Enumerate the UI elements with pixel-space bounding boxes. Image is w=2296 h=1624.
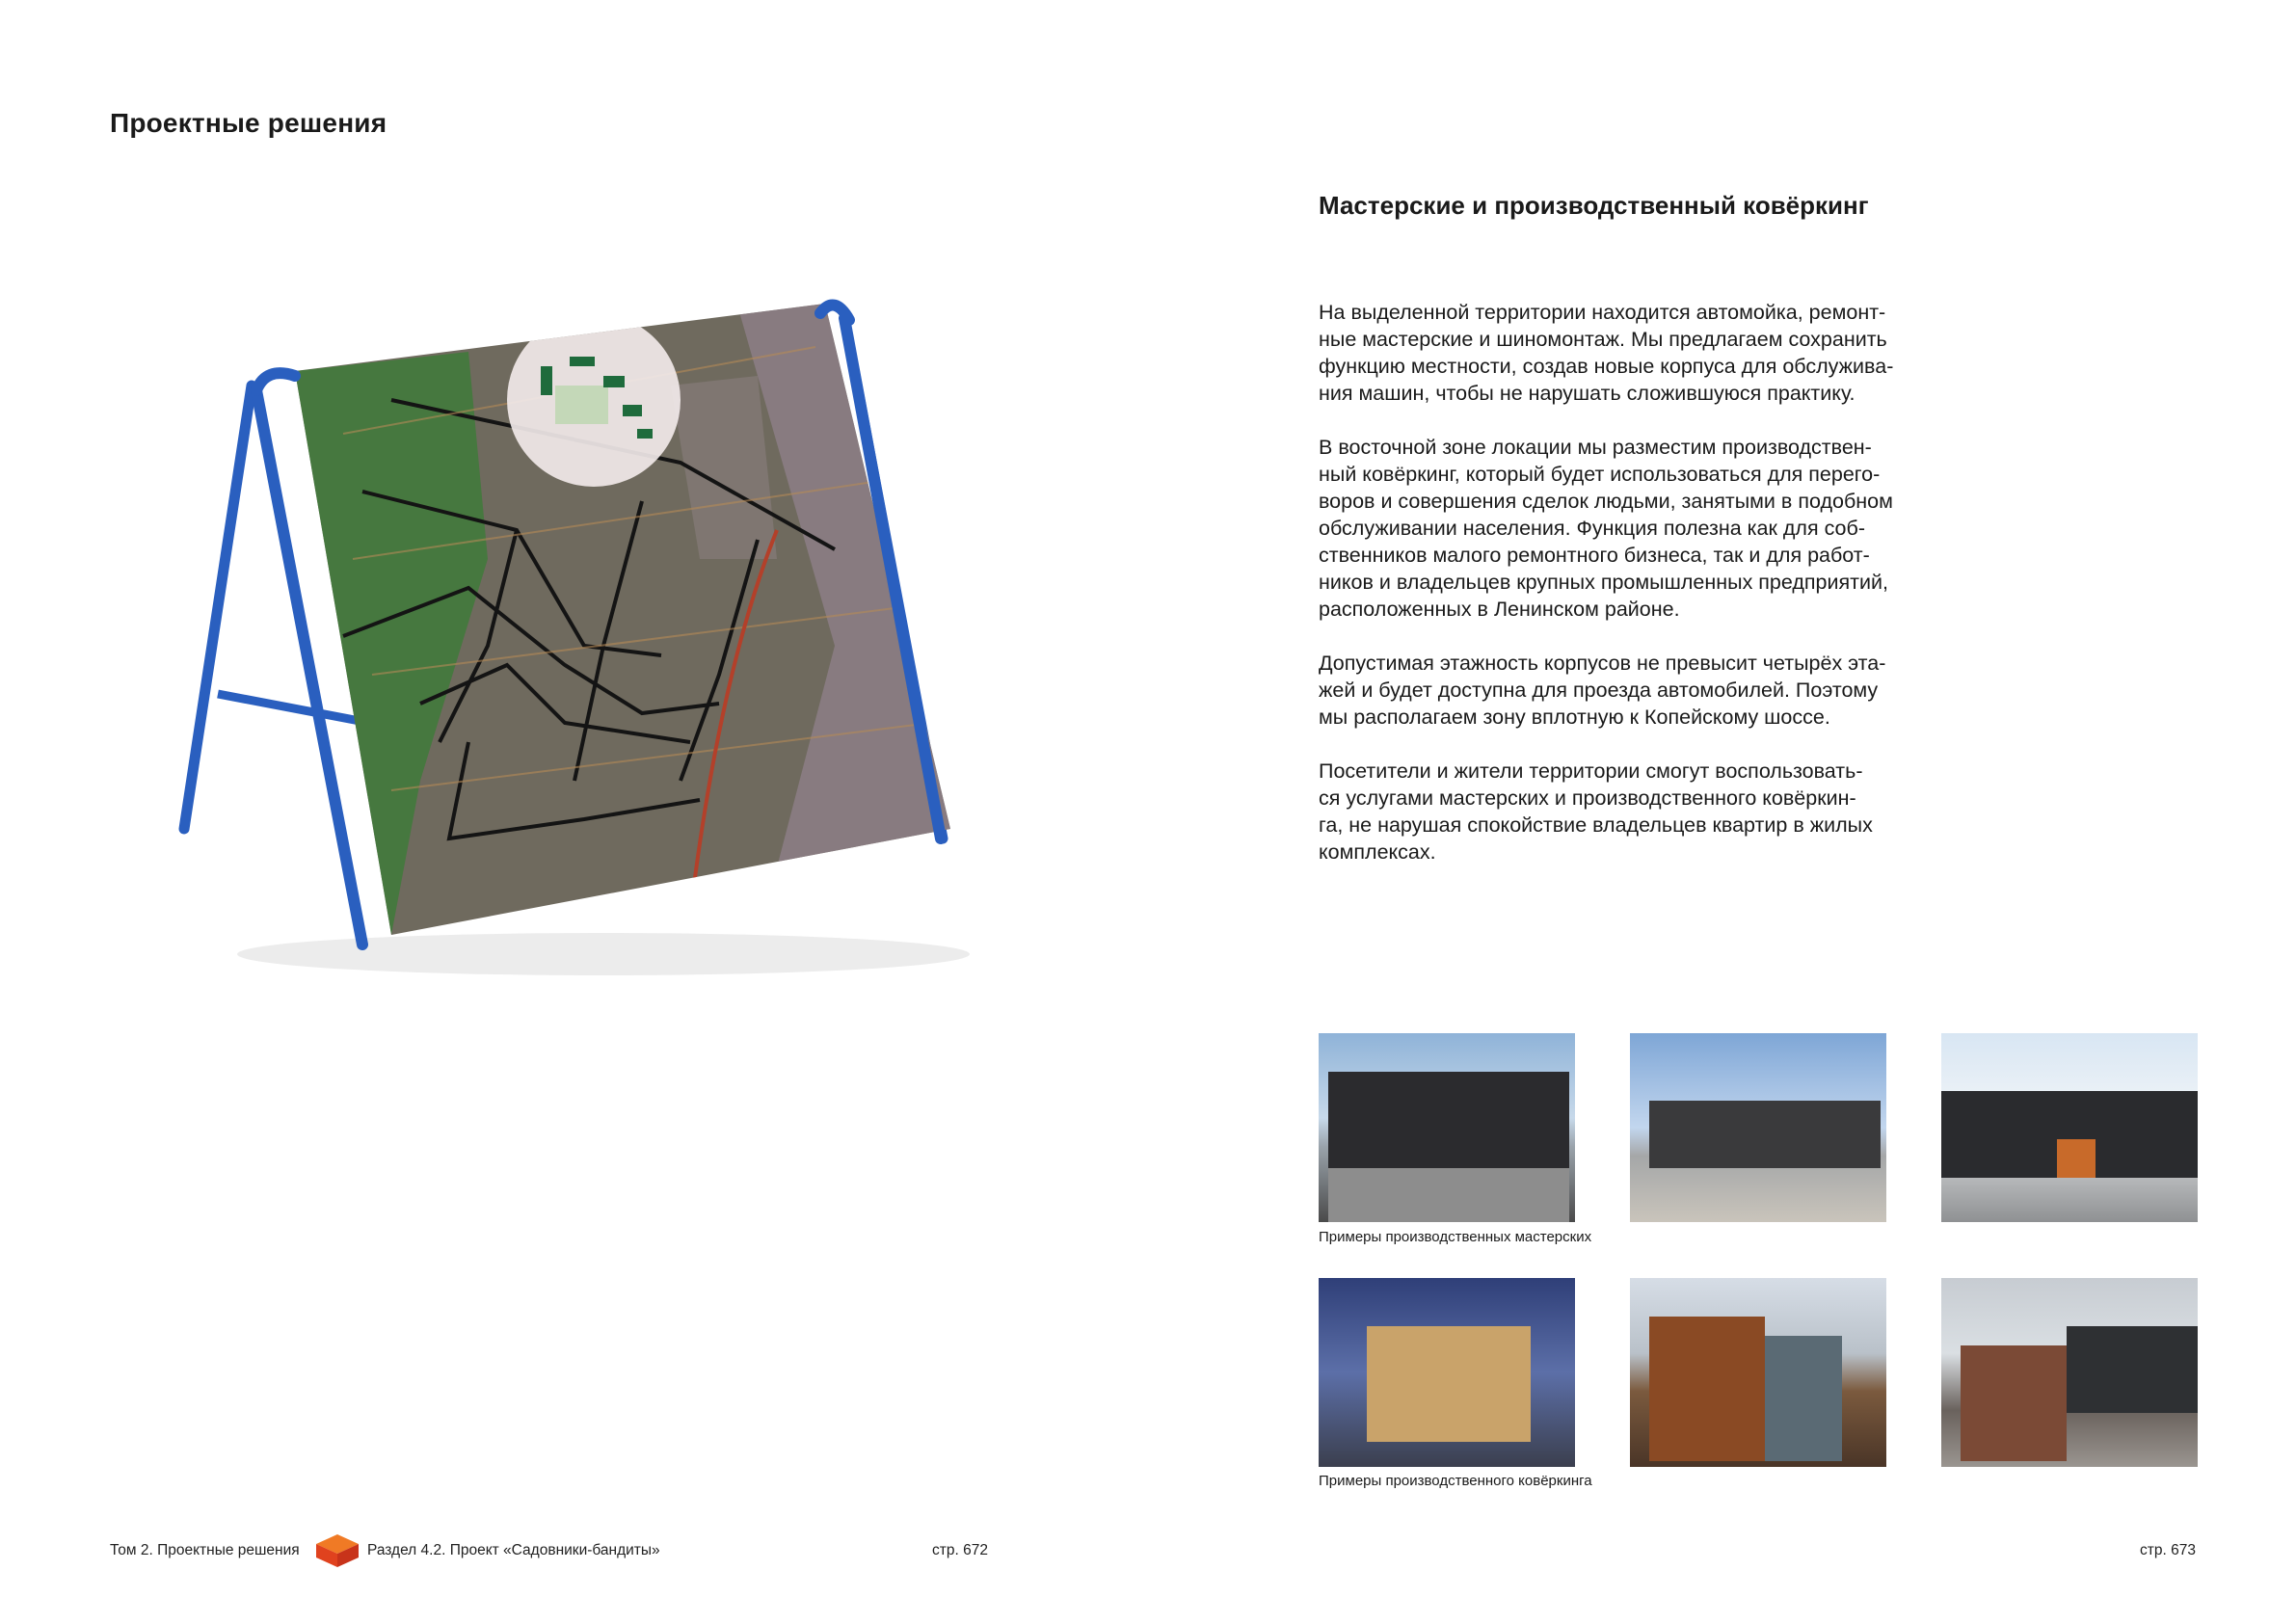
caption-coworking: Примеры производственного ковёркинга <box>1319 1473 1592 1489</box>
billboard-map-illustration <box>102 241 989 1012</box>
footer-section: Раздел 4.2. Проект «Садовники-бандиты» <box>367 1542 660 1558</box>
page-number-right: стр. 673 <box>2140 1542 2196 1558</box>
coworking-photo-1 <box>1319 1278 1575 1467</box>
page-number-left: стр. 672 <box>932 1542 988 1558</box>
coworking-photo-3 <box>1941 1278 2198 1467</box>
workshop-photo-1 <box>1319 1033 1575 1222</box>
publisher-logo <box>316 1534 359 1567</box>
paragraph-3: Допустимая этажность корпусов не превысит четырёх эта- жей и будет доступна для проезда автомобилей. Поэтому мы располагаем зону вплотную к Копейскому шоссе. <box>1319 652 1886 729</box>
paragraph-4: Посетители и жители территории смогут воспользовать- ся услугами мастерских и производственного ковёркин- га, не нарушая спокойствие владельцев квартир в жилых комплексах. <box>1319 759 1873 864</box>
workshop-photo-2 <box>1630 1033 1886 1222</box>
workshop-photo-3 <box>1941 1033 2198 1222</box>
page-title: Проектные решения <box>110 108 387 138</box>
coworking-photo-2 <box>1630 1278 1886 1467</box>
body-text <box>1319 299 1955 892</box>
caption-workshops: Примеры производственных мастерских <box>1319 1229 1592 1245</box>
footer-volume: Том 2. Проектные решения <box>110 1542 300 1558</box>
section-title: Мастерские и производственный ковёркинг <box>1319 191 1869 220</box>
paragraph-2: В восточной зоне локации мы разместим производствен- ный ковёркинг, который будет использоваться для перего- воров и совершения сделок людьми, занятыми в подобном обслуживании населения. Функция полезна как для соб- ственников малого ремонтного бизнеса, так и для работ- ников и владельцев крупных промышленных предприятий, расположенных в Ленинском районе. <box>1319 436 1893 621</box>
paragraph-1: На выделенной территории находится автомойка, ремонт- ные мастерские и шиномонтаж. Мы предлагаем сохранить функцию местности, создав новые корпуса для обслужива- ния машин, чтобы не нарушать сложившуюся практику. <box>1319 301 1894 405</box>
